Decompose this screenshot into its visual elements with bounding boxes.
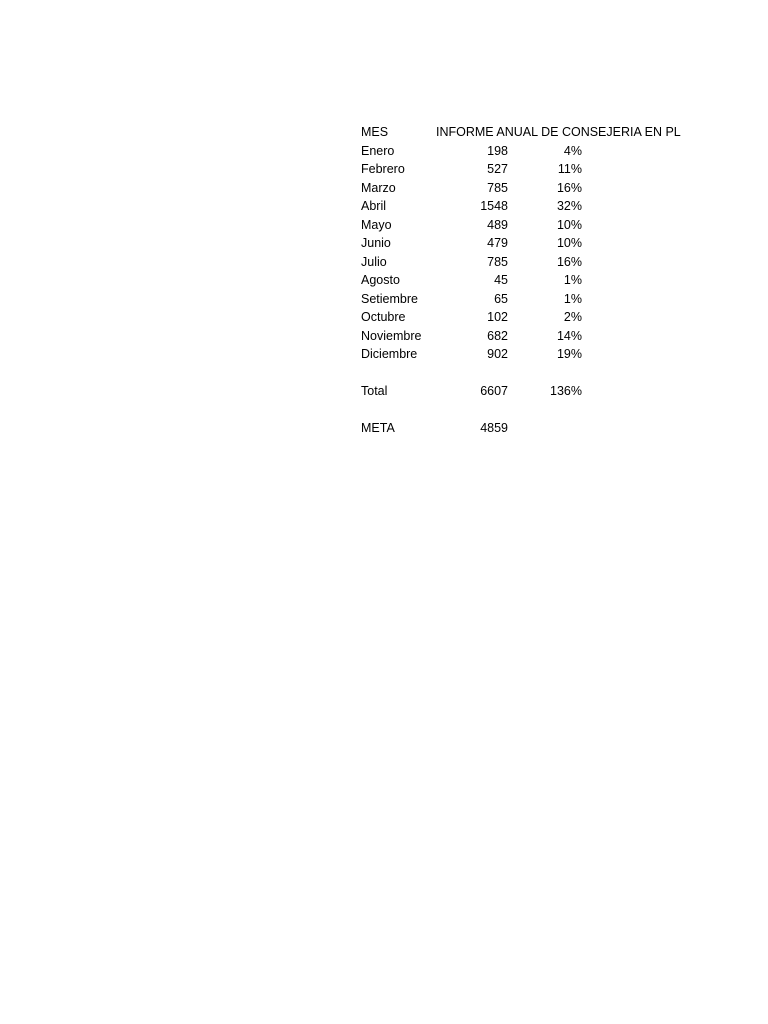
value-cell: 902 [487, 347, 508, 361]
total-row [361, 382, 681, 401]
percent-cell: 1% [563, 291, 582, 306]
value-cell: 102 [487, 310, 508, 324]
percent-cell: 10% [556, 217, 582, 232]
value-cell: 682 [487, 328, 508, 343]
total-value: 6607 [480, 384, 508, 398]
percent-cell: 16% [556, 180, 582, 195]
blank-row [361, 364, 681, 383]
month-cell: Febrero [361, 162, 405, 176]
month-cell: Julio [361, 254, 387, 269]
table-row [361, 345, 681, 364]
meta-row [361, 419, 681, 438]
month-cell: Enero [361, 143, 395, 158]
percent-cell: 1% [563, 273, 582, 287]
total-label: Total [361, 384, 388, 398]
table-row [361, 253, 681, 272]
month-cell: Junio [361, 236, 391, 250]
table-row [361, 234, 681, 253]
value-cell: 479 [487, 236, 508, 250]
total-percent: 136% [550, 384, 582, 398]
percent-cell: 10% [556, 236, 582, 250]
table-row [361, 142, 681, 161]
percent-cell: 32% [556, 199, 582, 213]
table-row [361, 308, 681, 327]
month-cell: Octubre [361, 310, 406, 324]
month-column-header: MES [361, 125, 389, 139]
percent-cell: 16% [556, 254, 582, 269]
table-row [361, 216, 681, 235]
month-cell: Noviembre [361, 328, 422, 343]
value-cell: 45 [494, 273, 508, 287]
value-cell: 1548 [480, 199, 508, 213]
meta-value: 4859 [480, 421, 508, 435]
percent-cell: 11% [557, 162, 582, 176]
value-cell: 489 [487, 217, 508, 232]
month-cell: Setiembre [361, 291, 418, 306]
table-row [361, 160, 681, 179]
percent-cell: 14% [556, 328, 582, 343]
table-row [361, 290, 681, 309]
meta-label: META [361, 421, 395, 435]
spreadsheet-table [361, 123, 681, 438]
value-cell: 785 [487, 180, 508, 195]
month-cell: Agosto [361, 273, 400, 287]
header-row [361, 123, 681, 142]
month-cell: Abril [361, 199, 387, 213]
table-row [361, 327, 681, 346]
percent-cell: 2% [563, 310, 582, 324]
percent-cell: 19% [556, 347, 582, 361]
value-cell: 527 [487, 162, 508, 176]
percent-cell: 4% [563, 143, 582, 158]
table-row [361, 271, 681, 290]
month-cell: Mayo [361, 217, 392, 232]
table-row [361, 179, 681, 198]
report-title: INFORME ANUAL DE CONSEJERIA EN PL [436, 125, 681, 139]
blank-row [361, 401, 681, 420]
table-row [361, 197, 681, 216]
month-cell: Diciembre [361, 347, 418, 361]
value-cell: 65 [494, 291, 508, 306]
value-cell: 198 [487, 143, 508, 158]
value-cell: 785 [487, 254, 508, 269]
month-cell: Marzo [361, 180, 396, 195]
